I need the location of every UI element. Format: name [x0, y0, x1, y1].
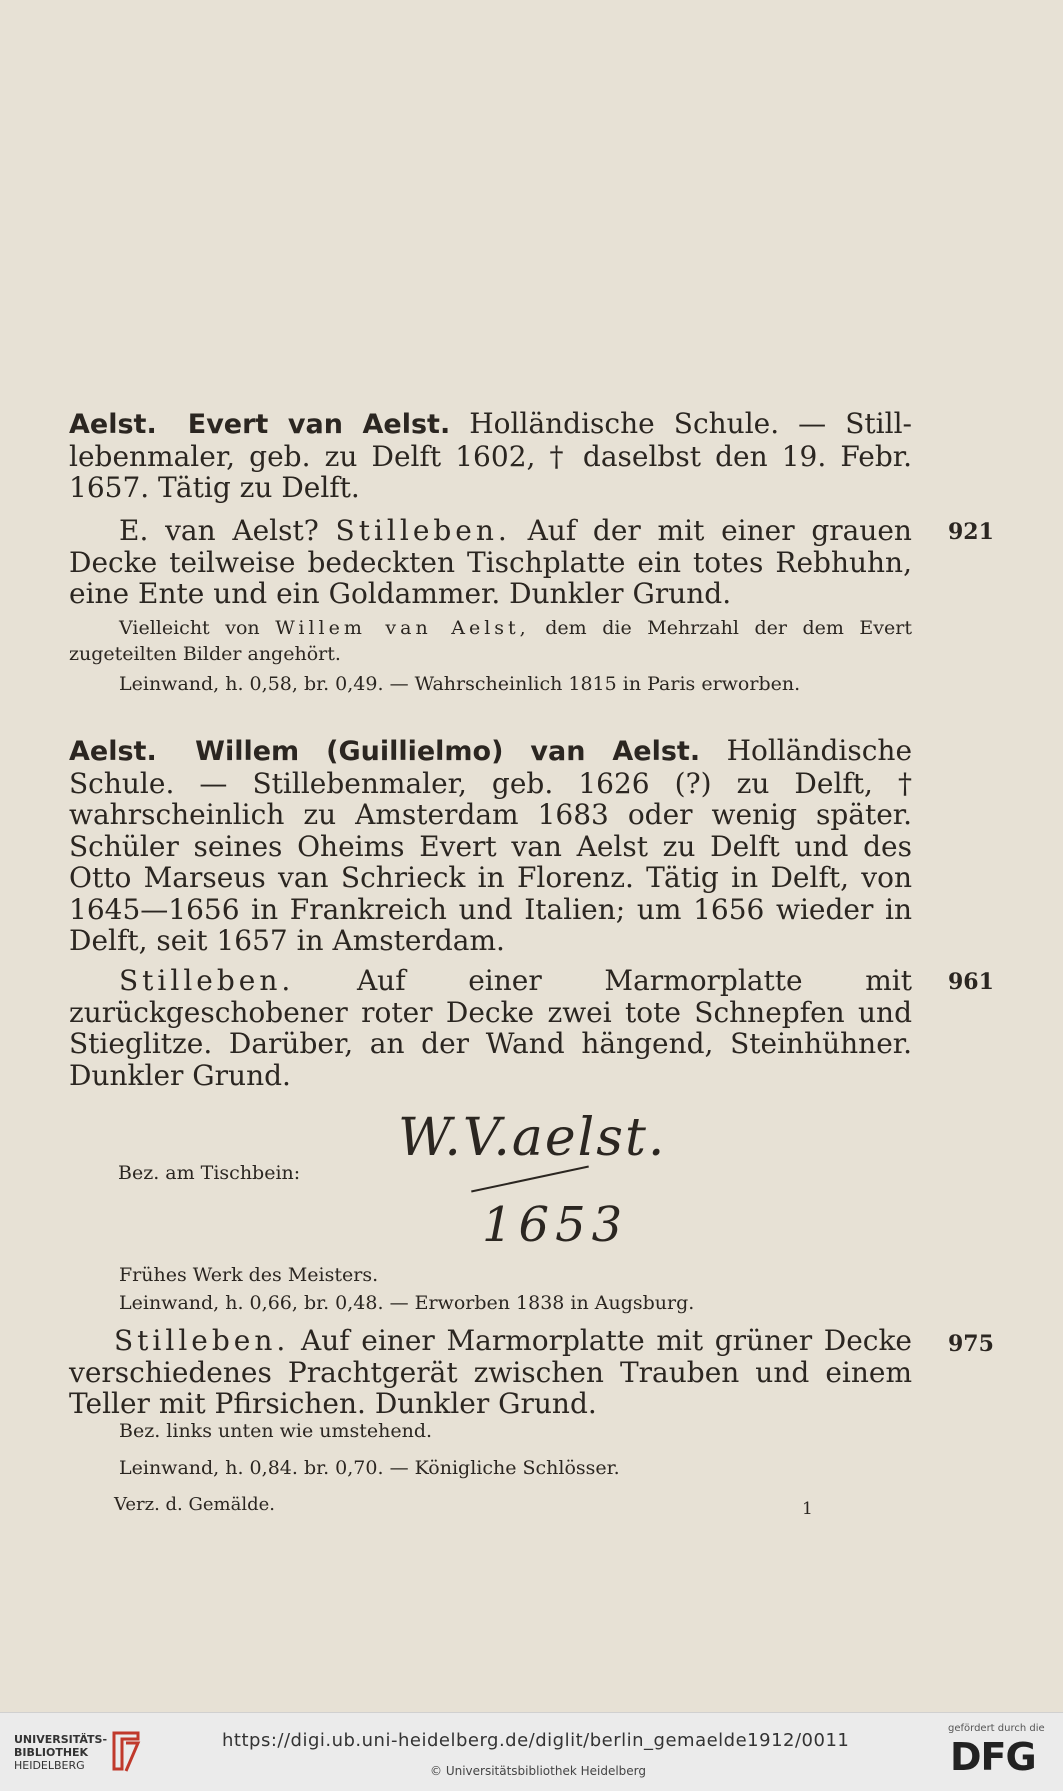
- provenance-note: Leinwand, h. 0,58, br. 0,49. — Wahrscheinlich 1815 in Paris erworben.: [119, 673, 801, 695]
- provenance-note: Leinwand, h. 0,66, br. 0,48. — Erworben 1838 in Augsburg.: [119, 1292, 695, 1314]
- signature-label: Bez. am Tischbein:: [118, 1162, 301, 1184]
- entry-heading: Aelst.: [69, 736, 157, 767]
- funding-label: gefördert durch die: [948, 1723, 1045, 1734]
- page-url-link[interactable]: https://digi.ub.uni-heidelberg.de/diglit/berlin_gemaelde1912/0011: [222, 1730, 850, 1751]
- signature-date: 1653: [482, 1197, 629, 1253]
- copyright-text: © Universitätsbibliothek Heidelberg: [430, 1764, 647, 1778]
- signature-facsimile: W.V.aelst.: [398, 1108, 667, 1168]
- provenance-note: Leinwand, h. 0,84. br. 0,70. — Königliche Schlösser.: [119, 1457, 620, 1479]
- work-description: Auf der mit einer grauen Decke teilweise bedeckten Tischplatte ein totes Rebhuhn, eine Ente und ein Goldammer. Dunkler Grund.: [69, 514, 912, 610]
- funder-logo: DFG: [950, 1735, 1036, 1779]
- work-description: Auf einer Marmorplatte mit grüner Decke verschiedenes Prachtgerät zwischen Trauben und einem Teller mit Pfirsichen. Dunkler Grund.: [69, 1324, 912, 1420]
- catalog-number: 921: [948, 519, 994, 545]
- artist-entry-willem: [69, 735, 912, 957]
- library-logo-icon: [108, 1729, 144, 1775]
- artist-name: Evert van Aelst.: [187, 409, 451, 440]
- catalog-number: 975: [948, 1331, 994, 1357]
- work-entry-975: [69, 1325, 912, 1420]
- work-note: Bez. links unten wie umstehend.: [119, 1420, 433, 1442]
- artist-name: Willem (Guillielmo) van Aelst.: [195, 736, 701, 767]
- artist-entry-evert: [69, 408, 912, 504]
- work-attribution: E. van Aelst?: [119, 514, 319, 547]
- work-entry-921: [69, 515, 912, 610]
- attribution-note: Vielleicht von Willem van Aelst, dem die Mehrzahl der dem Evert zugeteilten Bilder angehört.: [69, 617, 912, 665]
- catalog-number: 961: [948, 969, 994, 995]
- work-title: Stilleben.: [335, 514, 511, 547]
- page-footer-title: Verz. d. Gemälde.: [114, 1494, 275, 1515]
- viewer-footer: [0, 1712, 1063, 1791]
- signature-mark: 1: [802, 1499, 813, 1519]
- work-title: Stilleben.: [119, 964, 295, 997]
- artist-biography: Holländische Schule. — Stillebenmaler, geb. 1626 (?) zu Delft, † wahrscheinlich zu Amsterdam 1683 oder wenig später. Schüler seines Oheims Evert van Aelst zu Delft und des Otto Marseus van Schrieck in Florenz. Tätig in Delft, von 1645—1656 in Frankreich und Italien; um 1656 wieder in Delft, seit 1657 in Amsterdam.: [69, 734, 913, 957]
- work-description: Auf einer Marmorplatte mit zurückgeschobener roter Decke zwei tote Schnepfen und Stieglitze. Darüber, an der Wand hängend, Steinhühner. Dunkler Grund.: [69, 964, 912, 1092]
- work-title: Stilleben.: [114, 1324, 290, 1357]
- work-note: Frühes Werk des Meisters.: [119, 1264, 379, 1286]
- entry-heading: Aelst.: [69, 409, 157, 440]
- work-entry-961: [69, 965, 912, 1091]
- library-name: UNIVERSITÄTS- BIBLIOTHEK HEIDELBERG: [14, 1733, 108, 1772]
- signature-flourish: [471, 1166, 589, 1193]
- artist-biography: Holländische Schule. — Still-lebenmaler, geb. zu Delft 1602, † daselbst den 19. Febr. 1657. Tätig zu Delft.: [69, 407, 912, 504]
